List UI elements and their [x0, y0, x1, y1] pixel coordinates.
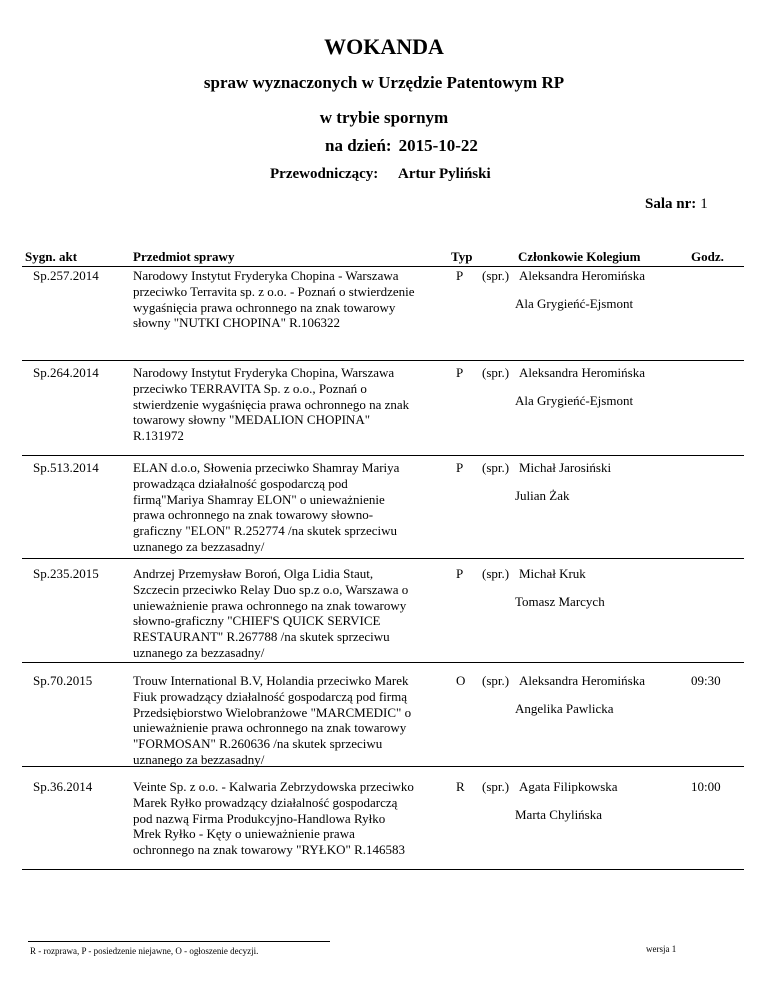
case-divider — [22, 869, 744, 870]
case-subject-line: unieważnienie prawa ochronnego na znak towarowy — [133, 597, 407, 613]
case-rapporteur-mark: (spr.) — [482, 365, 510, 380]
room-label: Sala nr: — [645, 196, 697, 212]
case-subject-line: Marek Ryłko prowadzący działalność gospodarczą — [133, 794, 398, 810]
page-title: WOKANDA — [324, 34, 444, 59]
case-signature: Sp.264.2014 — [33, 365, 99, 380]
case-member-rapporteur: Agata Filipkowska — [519, 779, 618, 794]
case-type: P — [456, 460, 464, 475]
case-divider — [22, 558, 744, 559]
case-member: Ala Grygieńć-Ejsmont — [515, 393, 634, 408]
case-subject-line: uznanego za bezzasadny/ — [133, 644, 265, 660]
case-member-rapporteur: Aleksandra Heromińska — [519, 365, 645, 380]
case-signature: Sp.257.2014 — [33, 268, 99, 283]
case-subject-line: uznanego za bezzasadny/ — [133, 751, 265, 767]
case-type: P — [456, 268, 464, 283]
case-time: 10:00 — [691, 779, 721, 794]
case-subject-line: pod nazwą Firma Produkcyjno-Handlowa Ryłko — [133, 810, 386, 826]
footer-legend: R - rozprawa, P - posiedzenie niejawne, O - ogłoszenie decyzji. — [30, 946, 259, 956]
case-type: P — [456, 365, 464, 380]
case-member: Marta Chylińska — [515, 807, 603, 822]
case-subject-line: Narodowy Instytut Fryderyka Chopina, Warszawa — [133, 365, 395, 380]
case-member-rapporteur: Aleksandra Heromińska — [519, 268, 645, 283]
case-subject-line: prawa ochronnego na znak towarowy słowno- — [133, 507, 374, 523]
case-divider — [22, 360, 744, 361]
case-rapporteur-mark: (spr.) — [482, 460, 510, 475]
page-subtitle: spraw wyznaczonych w Urzędzie Patentowym RP — [203, 73, 565, 92]
case-subject-line: prowadząca działalność gospodarczą pod — [133, 475, 348, 491]
case-subject-line: Mrek Ryłko - Kęty o unieważnienie prawa — [133, 826, 355, 842]
room-line — [645, 196, 708, 213]
case-subject-line: Trouw International B.V, Holandia przeciwko Marek — [133, 673, 409, 688]
case-member-rapporteur: Aleksandra Heromińska — [519, 673, 645, 688]
case-signature: Sp.513.2014 — [33, 460, 99, 475]
case-subject — [133, 365, 445, 444]
case-subject-line: słowno-graficzny "CHIEF'S QUICK SERVICE — [133, 613, 381, 629]
header-divider — [22, 266, 744, 267]
date-label: na dzień: — [325, 136, 392, 155]
case-subject-line: towarowy słowny "MEDALION CHOPINA" — [133, 412, 371, 428]
case-subject-line: ELAN d.o.o, Słowenia przeciwko Shamray Mariya — [133, 460, 400, 475]
case-member-rapporteur: Michał Jarosiński — [519, 460, 612, 475]
case-subject-line: unieważnienie prawa ochronnego na znak towarowy — [133, 720, 407, 736]
case-signature: Sp.235.2015 — [33, 566, 99, 581]
case-time: 09:30 — [691, 673, 721, 688]
column-header-subject: Przedmiot sprawy — [133, 249, 235, 264]
case-subject-line: "FORMOSAN" R.260636 /na skutek sprzeciwu — [133, 736, 383, 752]
case-subject — [133, 779, 445, 858]
case-type: P — [456, 566, 464, 581]
case-subject-line: R.131972 — [133, 428, 184, 444]
case-signature: Sp.70.2015 — [33, 673, 93, 688]
case-subject — [133, 566, 445, 661]
date-value: 2015-10-22 — [398, 136, 478, 155]
column-header-time: Godz. — [691, 249, 724, 264]
case-subject-line: stwierdzenie wygaśnięcia prawa ochronnego na znak — [133, 396, 410, 412]
mode-line: w trybie spornym — [319, 108, 449, 127]
case-subject — [133, 673, 445, 768]
case-rapporteur-mark: (spr.) — [482, 779, 510, 794]
footer-version: wersja 1 — [646, 944, 677, 954]
case-subject-line: Narodowy Instytut Fryderyka Chopina - Warszawa — [133, 268, 399, 283]
case-subject-line: graficzny "ELON" R.252774 /na skutek sprzeciwu — [133, 523, 398, 539]
chair-line — [270, 166, 491, 183]
case-type: R — [456, 779, 465, 794]
case-rapporteur-mark: (spr.) — [482, 673, 510, 688]
case-member: Angelika Pawlicka — [515, 701, 614, 716]
case-subject-line: Andrzej Przemysław Boroń, Olga Lidia Staut, — [133, 566, 374, 581]
case-subject-line: Przedsiębiorstwo Wielobranżowe "MARCMEDIC" o — [133, 704, 412, 720]
room-number: 1 — [700, 196, 708, 212]
date-line — [325, 136, 478, 156]
case-subject-line: firmą"Mariya Shamray ELON" o unieważnienie — [133, 491, 385, 507]
case-subject — [133, 268, 445, 331]
case-rapporteur-mark: (spr.) — [482, 268, 510, 283]
case-type: O — [456, 673, 466, 688]
case-member: Ala Grygieńć-Ejsmont — [515, 296, 634, 311]
case-subject-line: ochronnego na znak towarowy "RYŁKO" R.146583 — [133, 842, 406, 858]
case-subject-line: przeciwko Terravita sp. z o.o. - Poznań o stwierdzenie — [133, 283, 415, 299]
footer-divider — [28, 941, 330, 942]
case-rapporteur-mark: (spr.) — [482, 566, 510, 581]
case-subject-line: uznanego za bezzasadny/ — [133, 538, 265, 554]
case-member: Tomasz Marcych — [515, 594, 605, 609]
column-header-sig: Sygn. akt — [25, 249, 78, 264]
case-divider — [22, 766, 744, 767]
column-header-type: Typ — [451, 249, 473, 264]
case-subject-line: przeciwko TERRAVITA Sp. z o.o., Poznań o — [133, 380, 367, 396]
case-signature: Sp.36.2014 — [33, 779, 93, 794]
column-header-members: Członkowie Kolegium — [518, 249, 641, 264]
case-subject-line: wygaśnięcia prawa ochronnego na znak towarowy — [133, 299, 396, 315]
case-member: Julian Żak — [515, 488, 570, 503]
case-divider — [22, 662, 744, 663]
case-divider — [22, 455, 744, 456]
case-subject-line: słowny "NUTKI CHOPINA" R.106322 — [133, 315, 341, 331]
case-member-rapporteur: Michał Kruk — [519, 566, 586, 581]
chair-name: Artur Pyliński — [398, 166, 491, 182]
case-subject-line: Fiuk prowadzący działalność gospodarczą pod firmą — [133, 688, 407, 704]
case-subject-line: Szczecin przeciwko Relay Duo sp.z o.o, Warszawa o — [133, 581, 409, 597]
case-subject-line: RESTAURANT" R.267788 /na skutek sprzeciwu — [133, 629, 390, 645]
chair-label: Przewodniczący: — [270, 166, 379, 182]
case-subject — [133, 460, 445, 555]
case-subject-line: Veinte Sp. z o.o. - Kalwaria Zebrzydowska przeciwko — [133, 779, 414, 794]
